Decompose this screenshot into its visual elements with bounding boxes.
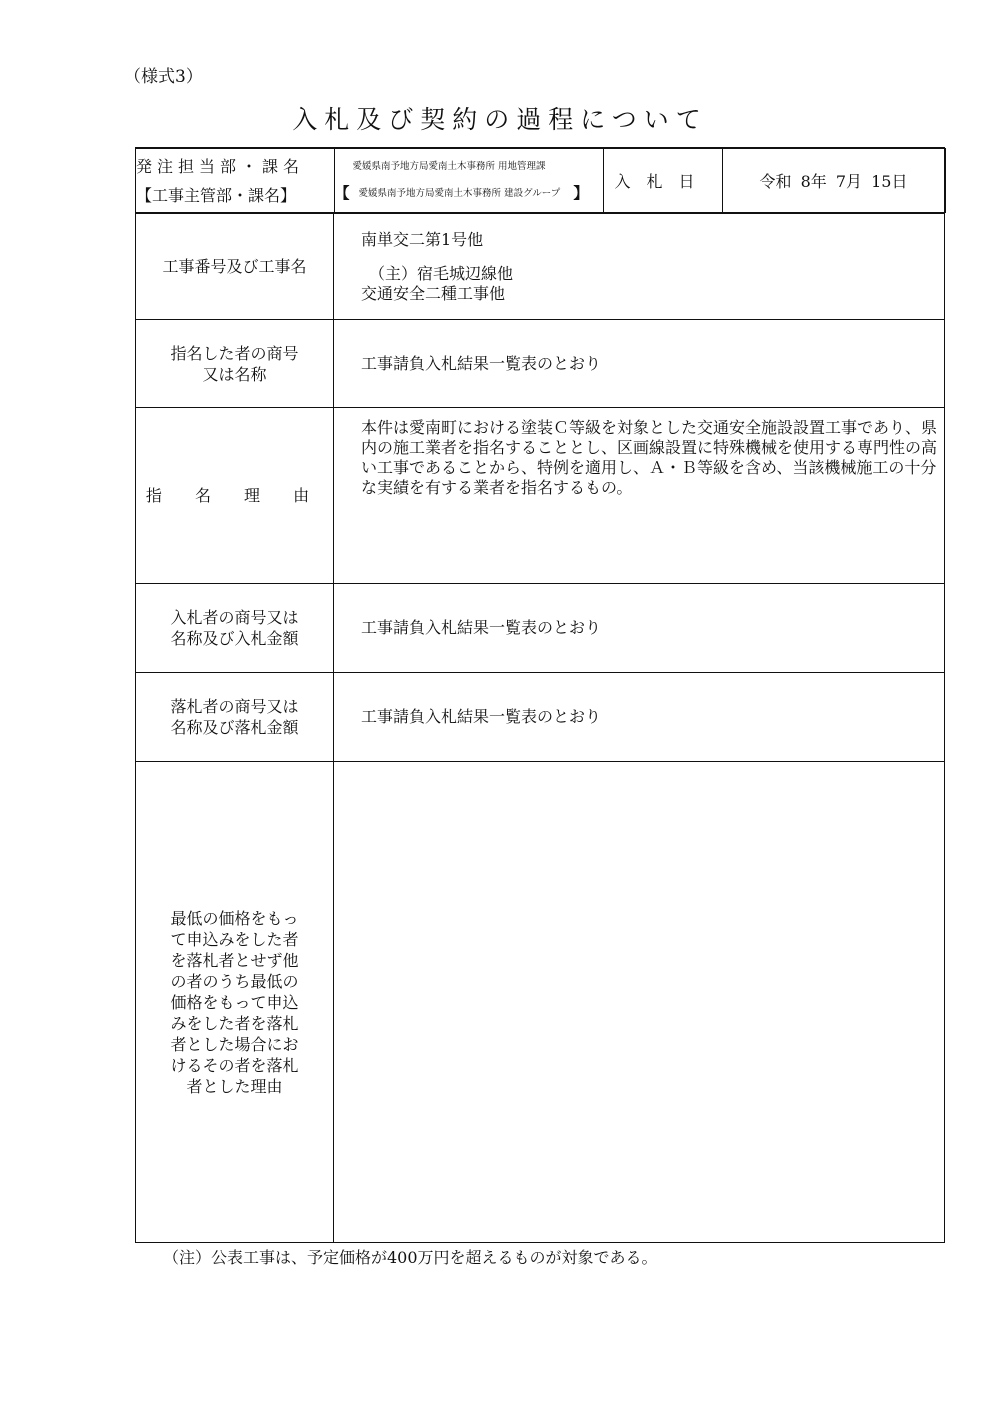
disclosure-table (135, 147, 945, 1243)
form-label: （様式3） (124, 67, 203, 87)
bid-date-value: 令和 8年 7月 15日 (722, 149, 945, 213)
header-grid (136, 148, 946, 213)
header-row (136, 148, 945, 214)
ordering-office: 愛媛県南予地方局愛南土木事務所 用地管理課 (352, 161, 546, 173)
nominees-label: 指名した者の商号 又は名称 (136, 320, 334, 408)
office-cell (334, 149, 603, 213)
project-name-2: 交通安全二種工事他 (361, 283, 506, 303)
project-value (334, 214, 945, 320)
dept-label: 発注担当部・課名 (136, 156, 305, 176)
supervising-dept-label: 【工事主管部・課名】 (136, 185, 297, 205)
reason-row (136, 408, 945, 584)
footnote: （注）公表工事は、予定価格が400万円を超えるものが対象である。 (163, 1248, 658, 1267)
page-title: 入札及び契約の過程について (292, 105, 708, 134)
dept-label-cell (136, 149, 334, 213)
nominees-row (136, 320, 945, 408)
project-row (136, 214, 945, 320)
winner-row (136, 673, 945, 762)
header-cell (136, 148, 945, 214)
exception-label: 最低の価格をもっ て申込みをした者 を落札者とせず他 の者のうち最低の 価格をもって申込 みをした者を落札 者とした場合にお けるその者を落札 者とした理由 (136, 762, 334, 1243)
bidders-row (136, 584, 945, 673)
exception-value (334, 762, 945, 1243)
project-label: 工事番号及び工事名 (136, 214, 334, 320)
winner-label: 落札者の商号又は 名称及び落札金額 (136, 673, 334, 762)
project-name-1: （主）宿毛城辺線他 (369, 263, 514, 283)
bidders-value: 工事請負入札結果一覧表のとおり (334, 584, 945, 673)
nominees-value: 工事請負入札結果一覧表のとおり (334, 320, 945, 408)
reason-label: 指 名 理 由 (136, 408, 334, 584)
reason-value: 本件は愛南町における塗装Ｃ等級を対象とした交通安全施設設置工事であり、県内の施工業者を指名することとし、区画線設置に特殊機械を使用する専門性の高い工事であることから、特例を適用し、Ａ・Ｂ等級を含め、当該機械施工の十分な実績を有する業者を指名するもの。 (334, 408, 945, 584)
bidders-label: 入札者の商号又は 名称及び入札金額 (136, 584, 334, 673)
exception-row (136, 762, 945, 1243)
supervising-office: 【 愛媛県南予地方局愛南土木事務所 建設グループ 】 (334, 184, 589, 203)
winner-value: 工事請負入札結果一覧表のとおり (334, 673, 945, 762)
project-number: 南単交二第1号他 (361, 229, 484, 249)
bid-date-label: 入札日 (603, 149, 722, 213)
